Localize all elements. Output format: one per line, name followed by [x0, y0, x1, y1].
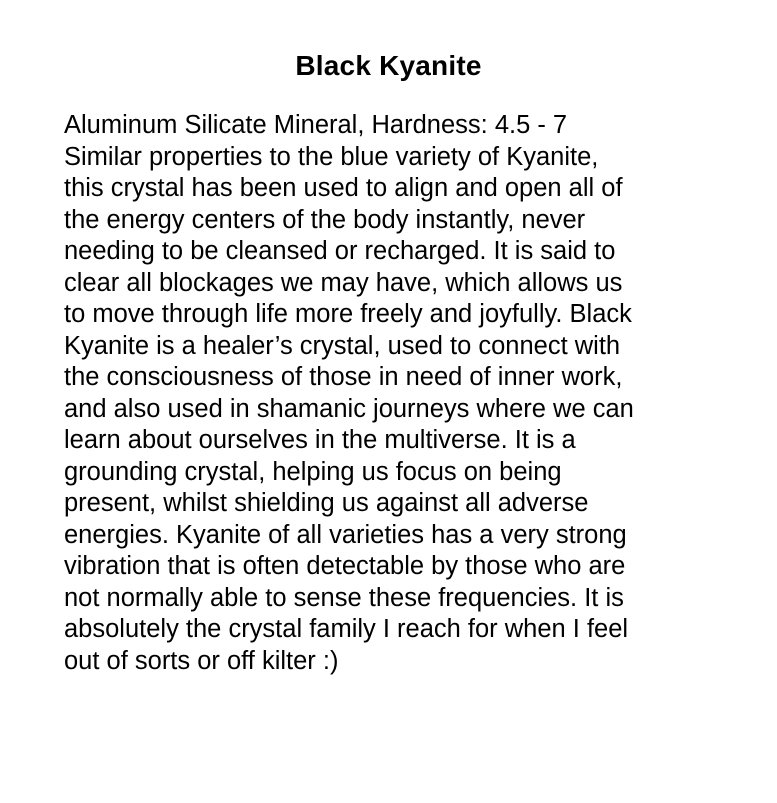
body-line: not normally able to sense these frequencies. It is	[64, 583, 624, 612]
body-line: this crystal has been used to align and open all of	[64, 174, 623, 202]
body-line: Kyanite is a healer’s crystal, used to connect with	[64, 331, 621, 360]
body-line: the energy centers of the body instantly, never	[64, 205, 586, 234]
body-line: absolutely the crystal family I reach for when I feel	[64, 615, 629, 643]
body-line: to move through life more freely and joyfully. Black	[64, 300, 632, 328]
document-title: Black Kyanite	[295, 50, 482, 81]
body-line: clear all blockages we may have, which allows us	[64, 268, 623, 297]
body-line: needing to be cleansed or recharged. It is said to	[64, 237, 616, 265]
body-line: the consciousness of those in need of inner work,	[64, 363, 623, 391]
body-line: out of sorts or off kilter :)	[64, 646, 339, 675]
body-line: Similar properties to the blue variety of Kyanite,	[64, 142, 599, 171]
body-line: vibration that is often detectable by those who are	[64, 552, 626, 580]
body-line: and also used in shamanic journeys where we can	[64, 394, 634, 423]
body-line: present, whilst shielding us against all adverse	[64, 489, 589, 517]
body-line: energies. Kyanite of all varieties has a very strong	[64, 520, 627, 549]
body-line: learn about ourselves in the multiverse. It is a	[64, 426, 576, 454]
body-line: Aluminum Silicate Mineral, Hardness: 4.5 - 7	[64, 111, 568, 139]
body-line: grounding crystal, helping us focus on being	[64, 457, 562, 486]
document-body	[64, 110, 744, 677]
